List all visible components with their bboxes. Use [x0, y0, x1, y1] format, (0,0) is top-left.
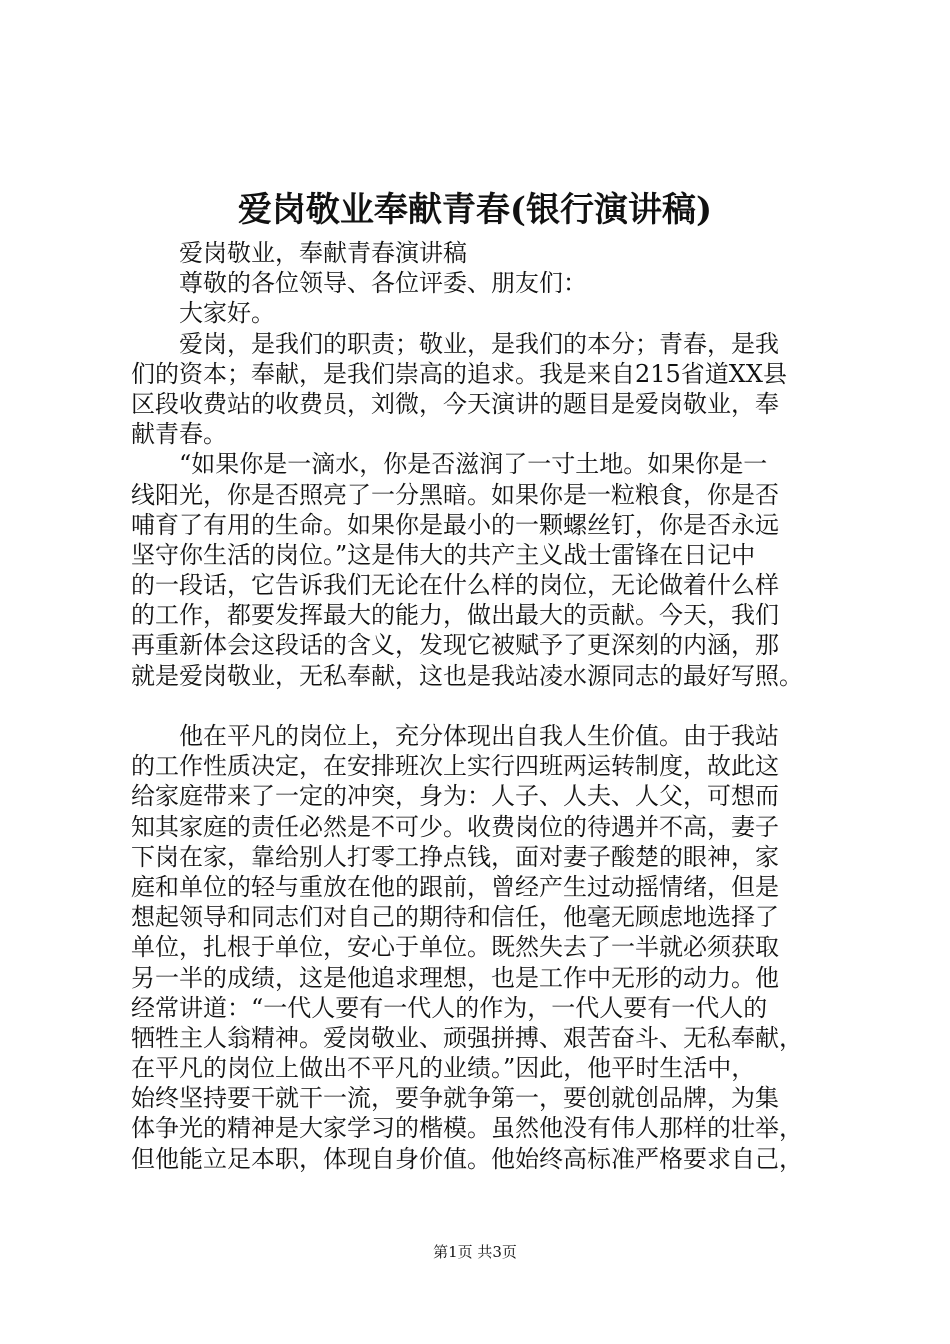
text-line: 始终坚持要干就干一流，要争就争第一，要创就创品牌，为集 — [131, 1084, 779, 1113]
text-line: 的工作，都要发挥最大的能力，做出最大的贡献。今天，我们 — [131, 601, 779, 630]
text-line: 哺育了有用的生命。如果你是最小的一颗螺丝钉，你是否永远 — [131, 510, 779, 539]
text-line: 区段收费站的收费员，刘微，今天演讲的题目是爱岗敬业，奉 — [131, 389, 779, 418]
text-line: 下岗在家，靠给别人打零工挣点钱，面对妻子酸楚的眼神，家 — [131, 842, 779, 871]
text-line: 再重新体会这段话的含义，发现它被赋予了更深刻的内涵，那 — [131, 631, 779, 660]
text-line: 爱岗敬业，奉献青春演讲稿 — [179, 239, 467, 267]
blank-line — [131, 691, 851, 721]
text-line: 大家好。 — [179, 299, 275, 328]
text-line: 另一半的成绩，这是他追求理想，也是工作中无形的动力。他 — [131, 963, 779, 992]
text-line: 体争光的精神是大家学习的楷模。虽然他没有伟人那样的壮举， — [131, 1114, 803, 1143]
text-line: 知其家庭的责任必然是不可少。收费岗位的待遇并不高，妻子 — [131, 812, 779, 841]
page-footer: 第1页 共3页 — [433, 1243, 517, 1261]
text-line: 坚守你生活的岗位。”这是伟大的共产主义战士雷锋在日记中 — [131, 540, 756, 569]
document-title: 爱岗敬业奉献青春(银行演讲稿) — [237, 190, 713, 230]
text-line: 们的资本；奉献，是我们崇高的追求。我是来自215省道XX县 — [131, 359, 787, 388]
text-line: 在平凡的岗位上做出不平凡的业绩。”因此，他平时生活中， — [131, 1054, 756, 1083]
text-line: 他在平凡的岗位上，充分体现出自我人生价值。由于我站 — [179, 722, 779, 750]
text-line: 庭和单位的轻与重放在他的跟前，曾经产生过动摇情绪，但是 — [131, 872, 779, 901]
text-line: 想起领导和同志们对自己的期待和信任，他毫无顾虑地选择了 — [131, 903, 779, 932]
document-body — [131, 238, 851, 1174]
text-line: 单位，扎根于单位，安心于单位。既然失去了一半就必须获取 — [131, 933, 779, 962]
text-line: 给家庭带来了一定的冲突，身为：人子、人夫、人父，可想而 — [131, 782, 779, 811]
text-line: 的一段话，它告诉我们无论在什么样的岗位，无论做着什么样 — [131, 571, 779, 600]
text-line: “如果你是一滴水，你是否滋润了一寸土地。如果你是一 — [179, 450, 768, 479]
text-line: 经常讲道：“一代人要有一代人的作为，一代人要有一代人的 — [131, 993, 768, 1022]
text-line: 牺牲主人翁精神。爱岗敬业、顽强拼搏、艰苦奋斗、无私奉献， — [131, 1023, 803, 1052]
text-line: 尊敬的各位领导、各位评委、朋友们： — [179, 269, 587, 298]
text-line: 献青春。 — [131, 420, 227, 449]
text-line: 就是爱岗敬业，无私奉献，这也是我站凌水源同志的最好写照。 — [131, 661, 803, 690]
text-line: 线阳光，你是否照亮了一分黑暗。如果你是一粒粮食，你是否 — [131, 480, 779, 509]
text-line: 但他能立足本职，体现自身价值。他始终高标准严格要求自己， — [131, 1144, 803, 1173]
text-line: 爱岗，是我们的职责；敬业，是我们的本分；青春，是我 — [179, 329, 779, 358]
text-line: 的工作性质决定，在安排班次上实行四班两运转制度，故此这 — [131, 752, 779, 781]
